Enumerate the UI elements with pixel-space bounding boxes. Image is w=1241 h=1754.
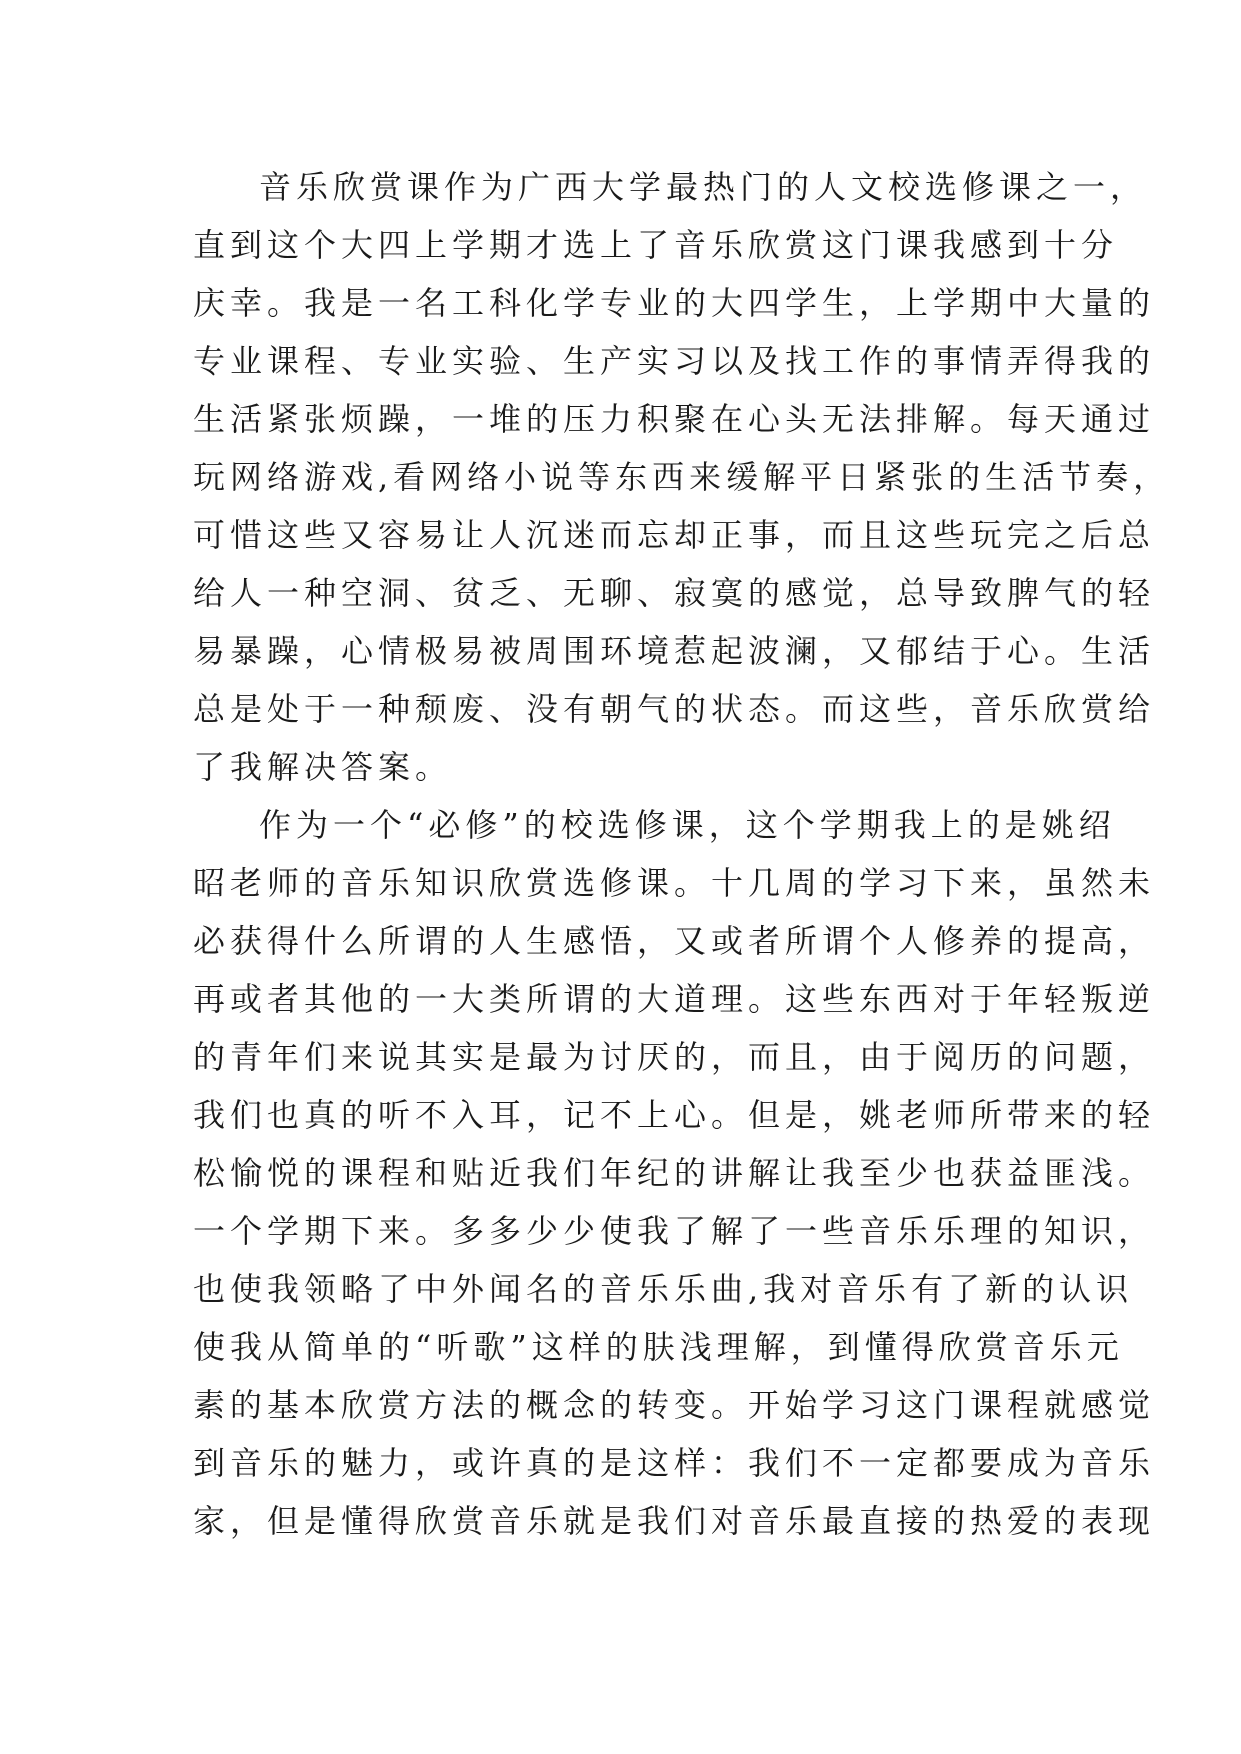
paragraph-1-line: 专业课程、专业实验、生产实习以及找工作的事情弄得我的: [193, 342, 1156, 380]
paragraph-1-line: 直到这个大四上学期才选上了音乐欣赏这门课我感到十分: [193, 226, 1119, 264]
body-text: [193, 158, 1171, 1550]
paragraph-2-line: 使我从简单的“听歌”这样的肤浅理解，到懂得欣赏音乐元: [193, 1328, 1124, 1366]
paragraph-2-line: 松愉悦的课程和贴近我们年纪的讲解让我至少也获益匪浅。: [193, 1154, 1156, 1192]
paragraph-2-line: 家，但是懂得欣赏音乐就是我们对音乐最直接的热爱的表现: [193, 1502, 1156, 1540]
paragraph-1-line: 可惜这些又容易让人沉迷而忘却正事，而且这些玩完之后总: [193, 516, 1156, 554]
paragraph-1-line: 生活紧张烦躁，一堆的压力积聚在心头无法排解。每天通过: [193, 400, 1156, 438]
paragraph-1-line: 庆幸。我是一名工科化学专业的大四学生，上学期中大量的: [193, 284, 1156, 322]
paragraph-1-line: 玩网络游戏,看网络小说等东西来缓解平日紧张的生活节奏，: [193, 458, 1171, 496]
paragraph-2-line: 到音乐的魅力，或许真的是这样：我们不一定都要成为音乐: [193, 1444, 1156, 1482]
paragraph-1-line: 易暴躁，心情极易被周围环境惹起波澜，又郁结于心。生活: [193, 632, 1156, 670]
paragraph-2-line: 必获得什么所谓的人生感悟，又或者所谓个人修养的提高，: [193, 922, 1156, 960]
paragraph-2-line: 昭老师的音乐知识欣赏选修课。十几周的学习下来，虽然未: [193, 864, 1156, 902]
paragraph-1-line: 音乐欣赏课作为广西大学最热门的人文校选修课之一，: [259, 168, 1148, 206]
paragraph-1-line: 总是处于一种颓废、没有朝气的状态。而这些，音乐欣赏给: [193, 690, 1156, 728]
paragraph-1-line: 了我解决答案。: [193, 748, 453, 786]
paragraph-2-line: 我们也真的听不入耳，记不上心。但是，姚老师所带来的轻: [193, 1096, 1156, 1134]
paragraph-2-line: 再或者其他的一大类所谓的大道理。这些东西对于年轻叛逆: [193, 980, 1156, 1018]
paragraph-2-line: 一个学期下来。多多少少使我了解了一些音乐乐理的知识，: [193, 1212, 1156, 1250]
paragraph-1-line: 给人一种空洞、贫乏、无聊、寂寞的感觉，总导致脾气的轻: [193, 574, 1156, 612]
paragraph-2-line: 也使我领略了中外闻名的音乐乐曲,我对音乐有了新的认识: [193, 1270, 1134, 1308]
paragraph-2-line: 素的基本欣赏方法的概念的转变。开始学习这门课程就感觉: [193, 1386, 1156, 1424]
paragraph-2-line: 的青年们来说其实是最为讨厌的，而且，由于阅历的问题，: [193, 1038, 1156, 1076]
paragraph-2-line: 作为一个“必修”的校选修课，这个学期我上的是姚绍: [259, 806, 1116, 844]
